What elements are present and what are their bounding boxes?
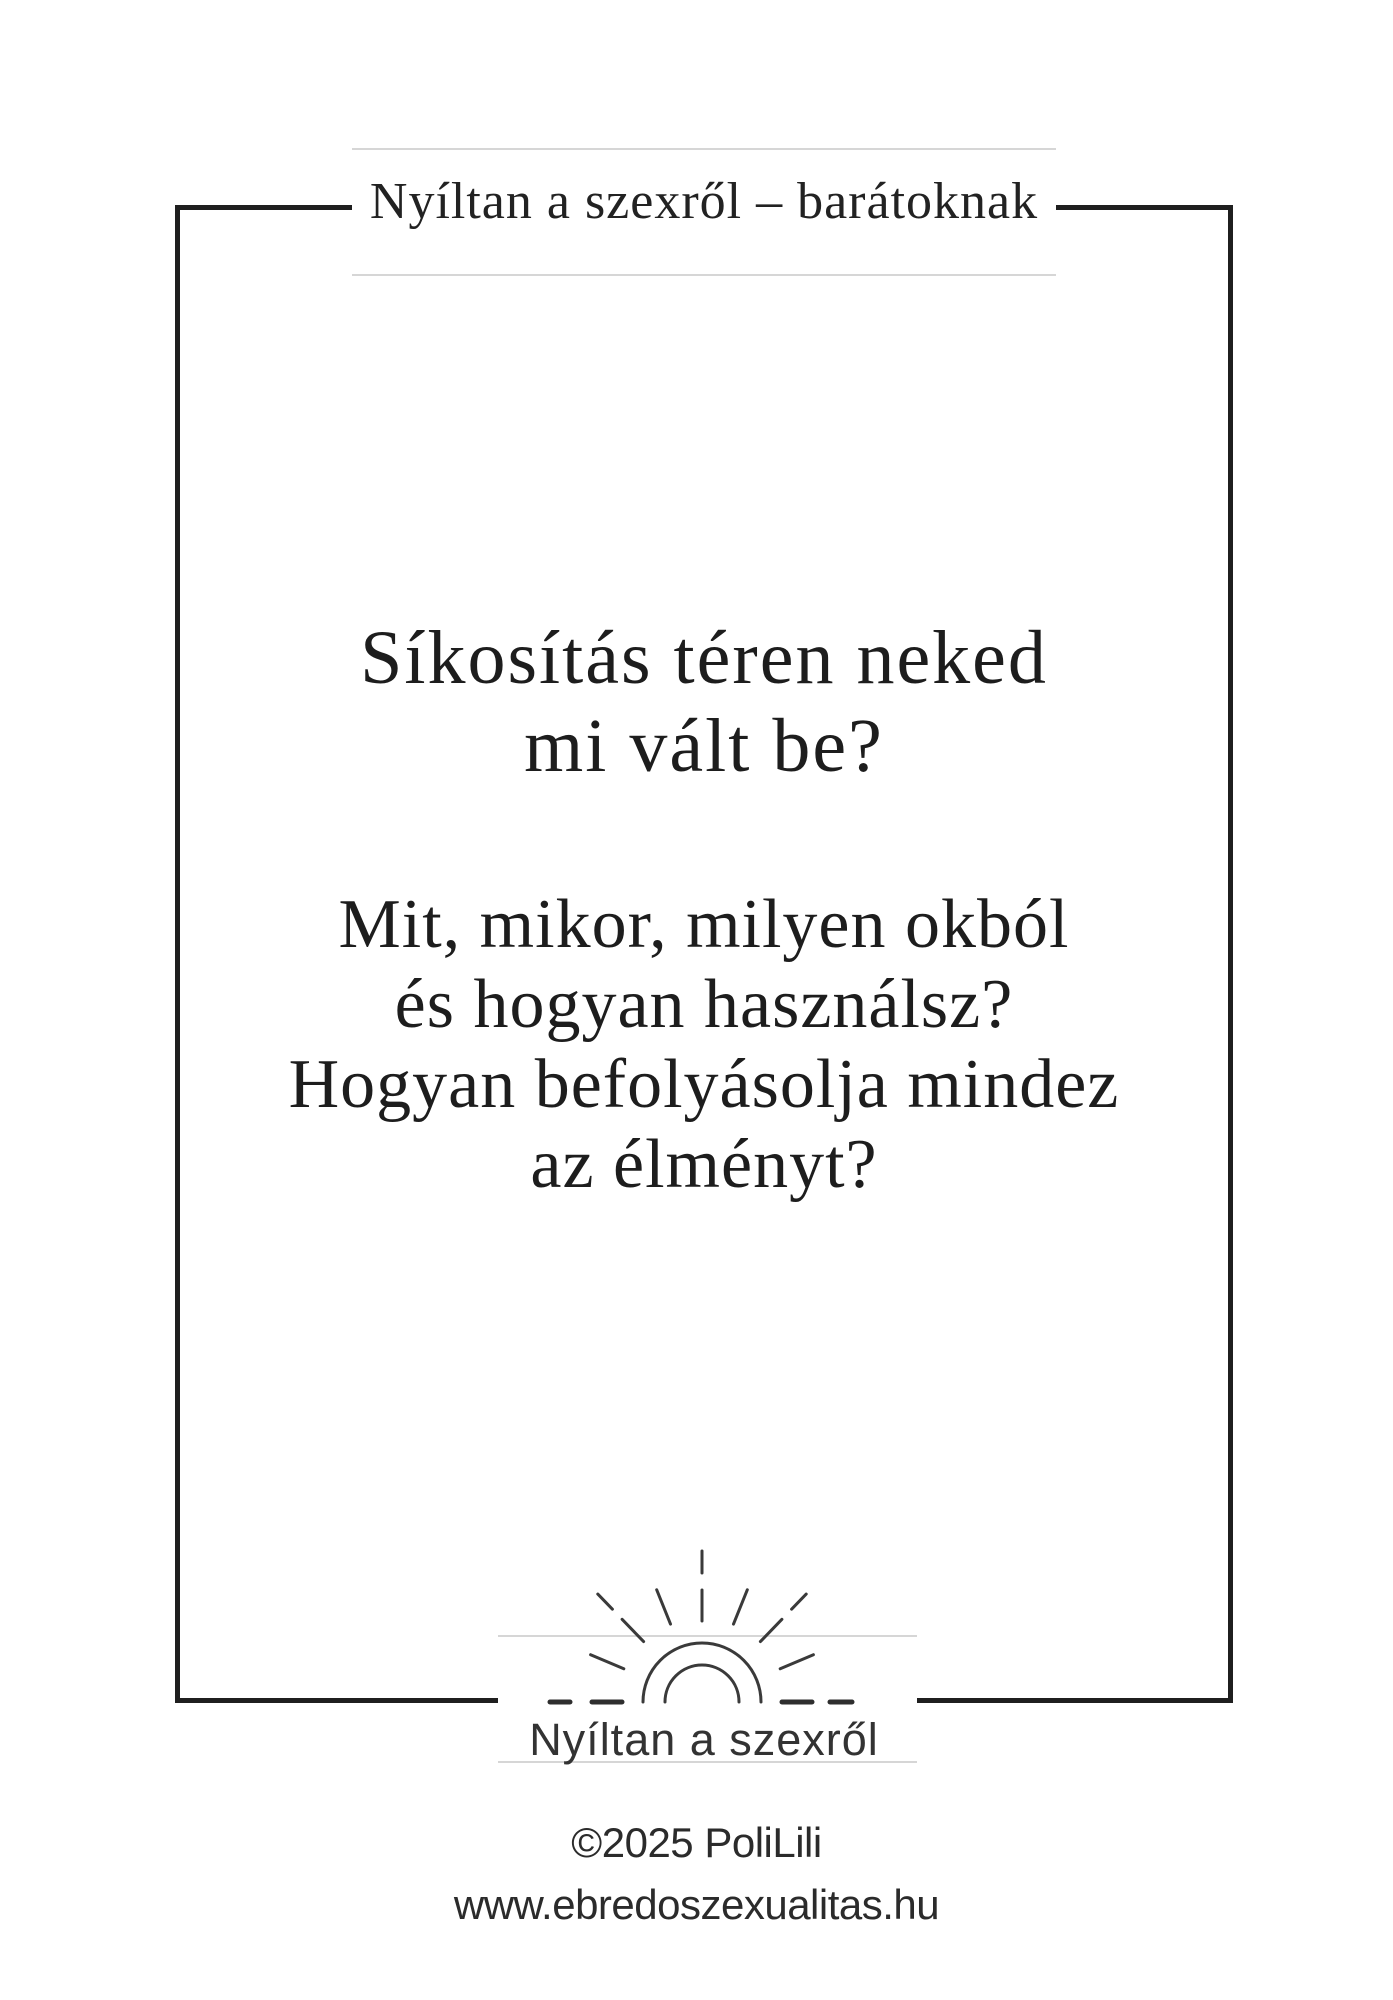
footer [0,1812,1393,1936]
header-band [352,148,1056,276]
question-detail-line: Hogyan befolyásolja mindez [288,1046,1120,1123]
rising-sun-icon [537,1544,867,1716]
website-url: www.ebredoszexualitas.hu [453,1881,940,1928]
copyright-text: ©2025 PoliLili [571,1819,822,1866]
question-details [175,885,1233,1205]
question-title-line: Síkosítás téren neked [360,616,1048,700]
question-detail-line: az élményt? [530,1126,878,1203]
question-detail-line: és hogyan használsz? [394,966,1014,1043]
question-title [175,614,1233,790]
header-title: Nyíltan a szexről – barátoknak [369,172,1039,230]
logo-wordmark: Nyíltan a szexről [529,1714,879,1765]
question-detail-line: Mit, mikor, milyen okból [338,886,1070,963]
question-title-line: mi vált be? [524,704,884,788]
